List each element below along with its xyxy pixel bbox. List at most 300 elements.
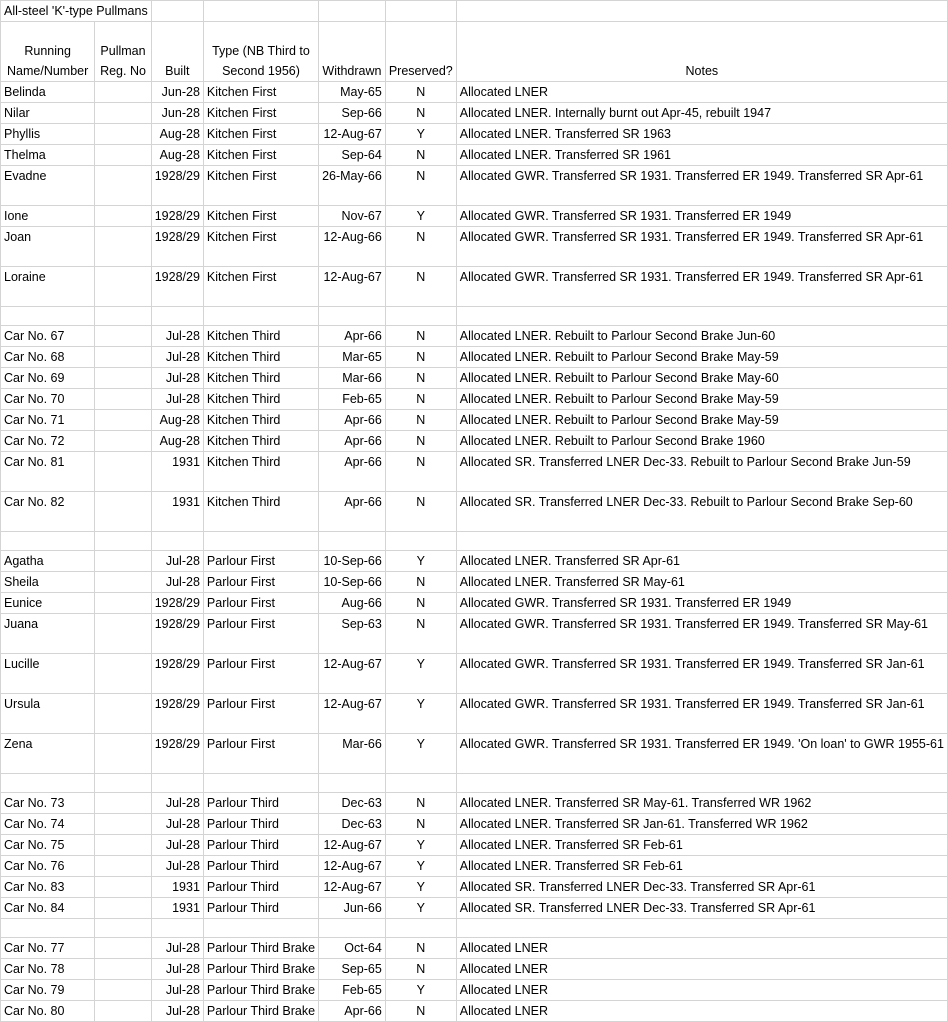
table-row [1,103,948,124]
cell-preserved[interactable] [385,774,456,793]
cell-withdrawn[interactable]: Apr-66 [319,326,386,347]
cell-running-name[interactable]: Car No. 74 [1,814,95,835]
cell-withdrawn[interactable] [319,774,386,793]
cell-reg-no[interactable] [95,452,151,492]
table-row [1,82,948,103]
cell-preserved[interactable]: N [385,614,456,654]
cell-built[interactable]: 1931 [151,898,203,919]
cell-preserved[interactable]: N [385,938,456,959]
cell[interactable] [203,1,318,22]
cell-running-name[interactable]: Belinda [1,82,95,103]
cell-preserved[interactable]: N [385,166,456,206]
cell-built[interactable]: 1928/29 [151,267,203,307]
cell-preserved[interactable]: N [385,103,456,124]
cell-running-name[interactable] [1,532,95,551]
cell-built[interactable] [151,307,203,326]
cell-type[interactable]: Kitchen Third [203,389,318,410]
cell-reg-no[interactable] [95,919,151,938]
cell-running-name[interactable]: Car No. 68 [1,347,95,368]
cell-notes[interactable] [456,919,947,938]
cell-withdrawn[interactable]: Sep-65 [319,959,386,980]
cell-notes[interactable]: Allocated LNER. Transferred SR 1961 [456,145,947,166]
cell-running-name[interactable]: Car No. 84 [1,898,95,919]
cell-built[interactable]: Jul-28 [151,1001,203,1022]
cell-preserved[interactable]: N [385,793,456,814]
header-preserved[interactable]: Preserved? [385,22,456,82]
table-row [1,227,948,267]
cell-preserved[interactable]: Y [385,856,456,877]
cell-withdrawn[interactable]: Dec-63 [319,814,386,835]
cell-preserved[interactable]: N [385,572,456,593]
cell-built[interactable] [151,774,203,793]
cell-notes[interactable]: Allocated LNER [456,980,947,1001]
table-row [1,551,948,572]
cell-notes[interactable]: Allocated LNER. Rebuilt to Parlour Second Brake 1960 [456,431,947,452]
cell-running-name[interactable]: Car No. 73 [1,793,95,814]
cell-preserved[interactable]: N [385,82,456,103]
header-notes[interactable]: Notes [456,22,947,82]
table-row [1,793,948,814]
cell-withdrawn[interactable]: 10-Sep-66 [319,572,386,593]
header-running-name[interactable]: Running Name/Number [1,22,95,82]
cell-built[interactable]: Jul-28 [151,368,203,389]
cell-preserved[interactable]: N [385,814,456,835]
header-built[interactable]: Built [151,22,203,82]
cell-built[interactable]: 1928/29 [151,694,203,734]
title-row [1,1,948,22]
cell-notes[interactable]: Allocated LNER. Transferred SR Apr-61 [456,551,947,572]
cell-preserved[interactable] [385,919,456,938]
cell-reg-no[interactable] [95,124,151,145]
cell-withdrawn[interactable]: Sep-63 [319,614,386,654]
cell-withdrawn[interactable]: Oct-64 [319,938,386,959]
cell-built[interactable]: 1931 [151,452,203,492]
cell-notes[interactable]: Allocated SR. Transferred LNER Dec-33. Rebuilt to Parlour Second Brake Jun-59 [456,452,947,492]
cell-withdrawn[interactable]: Apr-66 [319,492,386,532]
cell-running-name[interactable]: Evadne [1,166,95,206]
cell-preserved[interactable]: Y [385,980,456,1001]
cell-withdrawn[interactable]: Apr-66 [319,1001,386,1022]
cell-type[interactable]: Parlour Third Brake [203,938,318,959]
table-row [1,368,948,389]
header-withdrawn[interactable]: Withdrawn [319,22,386,82]
cell-running-name[interactable]: Car No. 81 [1,452,95,492]
cell-notes[interactable] [456,307,947,326]
table-row [1,267,948,307]
cell-built[interactable]: 1928/29 [151,206,203,227]
cell-built[interactable]: Jul-28 [151,572,203,593]
cell-running-name[interactable]: Lucille [1,654,95,694]
cell-preserved[interactable]: N [385,492,456,532]
cell[interactable] [456,1,947,22]
cell-reg-no[interactable] [95,492,151,532]
cell-running-name[interactable]: Zena [1,734,95,774]
cell-preserved[interactable]: N [385,326,456,347]
cell-type[interactable]: Kitchen First [203,145,318,166]
cell-type[interactable]: Parlour Third [203,898,318,919]
cell-withdrawn[interactable]: Mar-65 [319,347,386,368]
cell-reg-no[interactable] [95,814,151,835]
cell-type[interactable]: Parlour Third [203,793,318,814]
cell-preserved[interactable]: Y [385,551,456,572]
cell-preserved[interactable]: N [385,452,456,492]
cell-preserved[interactable]: N [385,227,456,267]
table-row [1,347,948,368]
cell-withdrawn[interactable]: Feb-65 [319,389,386,410]
cell-notes[interactable]: Allocated LNER. Transferred SR Feb-61 [456,835,947,856]
table-row [1,734,948,774]
cell-type[interactable]: Parlour Third Brake [203,1001,318,1022]
cell-type[interactable]: Parlour Third [203,814,318,835]
cell-withdrawn[interactable] [319,919,386,938]
cell-withdrawn[interactable]: Jun-66 [319,898,386,919]
cell-preserved[interactable]: N [385,368,456,389]
cell-preserved[interactable]: Y [385,206,456,227]
cell-running-name[interactable]: Sheila [1,572,95,593]
cell-type[interactable]: Kitchen First [203,166,318,206]
cell-preserved[interactable]: N [385,267,456,307]
cell-type[interactable]: Parlour Third Brake [203,980,318,1001]
cell-withdrawn[interactable] [319,532,386,551]
cell-preserved[interactable]: N [385,389,456,410]
cell-type[interactable]: Parlour First [203,551,318,572]
cell-built[interactable]: 1931 [151,492,203,532]
cell-withdrawn[interactable]: 10-Sep-66 [319,551,386,572]
cell-withdrawn[interactable]: Apr-66 [319,452,386,492]
cell-built[interactable]: 1928/29 [151,734,203,774]
cell-running-name[interactable]: Agatha [1,551,95,572]
cell-running-name[interactable] [1,919,95,938]
cell-reg-no[interactable] [95,431,151,452]
cell-built[interactable]: Aug-28 [151,410,203,431]
cell-withdrawn[interactable]: Sep-66 [319,103,386,124]
cell-reg-no[interactable] [95,166,151,206]
cell-reg-no[interactable] [95,410,151,431]
table-row [1,1001,948,1022]
cell-running-name[interactable]: Car No. 69 [1,368,95,389]
cell-built[interactable]: Jul-28 [151,326,203,347]
cell-withdrawn[interactable]: 12-Aug-67 [319,877,386,898]
cell-built[interactable]: Jun-28 [151,103,203,124]
cell-built[interactable]: Jul-28 [151,793,203,814]
cell-built[interactable]: 1928/29 [151,654,203,694]
cell-reg-no[interactable] [95,347,151,368]
cell-preserved[interactable]: N [385,1001,456,1022]
cell-notes[interactable]: Allocated LNER. Transferred SR May-61 [456,572,947,593]
cell-built[interactable]: Jul-28 [151,856,203,877]
cell-running-name[interactable]: Ursula [1,694,95,734]
cell-reg-no[interactable] [95,1001,151,1022]
cell-notes[interactable]: Allocated LNER. Transferred SR May-61. Transferred WR 1962 [456,793,947,814]
table-row [1,389,948,410]
cell-built[interactable]: Aug-28 [151,145,203,166]
cell-built[interactable]: Jul-28 [151,347,203,368]
cell-notes[interactable]: Allocated SR. Transferred LNER Dec-33. Transferred SR Apr-61 [456,877,947,898]
cell-built[interactable]: 1928/29 [151,593,203,614]
cell-reg-no[interactable] [95,593,151,614]
cell-reg-no[interactable] [95,368,151,389]
cell-withdrawn[interactable]: 12-Aug-67 [319,856,386,877]
cell-reg-no[interactable] [95,734,151,774]
cell-built[interactable]: 1928/29 [151,614,203,654]
header-type[interactable]: Type (NB Third to Second 1956) [203,22,318,82]
cell-running-name[interactable]: Car No. 78 [1,959,95,980]
cell-withdrawn[interactable]: Dec-63 [319,793,386,814]
cell-withdrawn[interactable]: Apr-66 [319,431,386,452]
cell-running-name[interactable]: Car No. 83 [1,877,95,898]
cell-running-name[interactable]: Car No. 76 [1,856,95,877]
cell-type[interactable]: Kitchen Third [203,410,318,431]
cell-built[interactable]: Jul-28 [151,814,203,835]
cell-notes[interactable]: Allocated LNER. Transferred SR Jan-61. Transferred WR 1962 [456,814,947,835]
cell-running-name[interactable]: Car No. 79 [1,980,95,1001]
table-row [1,410,948,431]
cell-built[interactable]: 1928/29 [151,227,203,267]
cell-type[interactable]: Kitchen Third [203,326,318,347]
cell-reg-no[interactable] [95,145,151,166]
cell-preserved[interactable]: Y [385,124,456,145]
cell-running-name[interactable] [1,774,95,793]
cell-reg-no[interactable] [95,267,151,307]
cell-preserved[interactable]: N [385,431,456,452]
cell-reg-no[interactable] [95,898,151,919]
cell-notes[interactable]: Allocated GWR. Transferred SR 1931. Transferred ER 1949. Transferred SR Apr-61 [456,267,947,307]
cell-withdrawn[interactable]: Feb-65 [319,980,386,1001]
cell-withdrawn[interactable]: 12-Aug-67 [319,267,386,307]
cell-reg-no[interactable] [95,856,151,877]
cell-type[interactable] [203,774,318,793]
cell-built[interactable]: 1928/29 [151,166,203,206]
cell-type[interactable]: Parlour Third Brake [203,959,318,980]
cell-reg-no[interactable] [95,938,151,959]
cell[interactable] [151,1,203,22]
cell-withdrawn[interactable]: 12-Aug-66 [319,227,386,267]
cell-type[interactable]: Kitchen Third [203,492,318,532]
cell-running-name[interactable]: Ione [1,206,95,227]
cell-preserved[interactable]: Y [385,835,456,856]
cell-notes[interactable]: Allocated GWR. Transferred SR 1931. Transferred ER 1949. Transferred SR May-61 [456,614,947,654]
cell-type[interactable]: Kitchen First [203,103,318,124]
cell-type[interactable]: Kitchen Third [203,431,318,452]
cell-reg-no[interactable] [95,103,151,124]
cell-built[interactable]: Jul-28 [151,551,203,572]
cell-notes[interactable]: Allocated LNER [456,959,947,980]
table-row [1,431,948,452]
blank-row [1,307,948,326]
cell-notes[interactable]: Allocated LNER. Rebuilt to Parlour Second Brake May-60 [456,368,947,389]
cell-reg-no[interactable] [95,980,151,1001]
cell-type[interactable]: Kitchen First [203,227,318,267]
cell-type[interactable]: Kitchen Third [203,452,318,492]
cell-notes[interactable]: Allocated GWR. Transferred SR 1931. Transferred ER 1949. Transferred SR Jan-61 [456,654,947,694]
cell-running-name[interactable]: Eunice [1,593,95,614]
cell-preserved[interactable]: Y [385,694,456,734]
cell-preserved[interactable] [385,307,456,326]
cell-type[interactable]: Kitchen First [203,206,318,227]
cell-reg-no[interactable] [95,326,151,347]
cell-notes[interactable]: Allocated LNER. Rebuilt to Parlour Second Brake May-59 [456,389,947,410]
cell-notes[interactable]: Allocated LNER [456,1001,947,1022]
cell-type[interactable] [203,532,318,551]
cell-running-name[interactable]: Car No. 77 [1,938,95,959]
cell-type[interactable]: Parlour First [203,614,318,654]
cell-reg-no[interactable] [95,572,151,593]
cell-notes[interactable]: Allocated SR. Transferred LNER Dec-33. Rebuilt to Parlour Second Brake Sep-60 [456,492,947,532]
cell-running-name[interactable]: Car No. 67 [1,326,95,347]
cell[interactable] [319,1,386,22]
cell-running-name[interactable]: Phyllis [1,124,95,145]
cell-reg-no[interactable] [95,389,151,410]
table-row [1,694,948,734]
cell-withdrawn[interactable]: 12-Aug-67 [319,694,386,734]
cell-type[interactable]: Kitchen First [203,267,318,307]
cell-preserved[interactable] [385,532,456,551]
cell-type[interactable]: Kitchen Third [203,347,318,368]
table-row [1,614,948,654]
cell-type[interactable]: Parlour First [203,694,318,734]
cell-withdrawn[interactable]: 12-Aug-67 [319,654,386,694]
cell-running-name[interactable]: Joan [1,227,95,267]
cell-built[interactable]: Aug-28 [151,431,203,452]
cell-running-name[interactable]: Car No. 82 [1,492,95,532]
cell-preserved[interactable]: N [385,410,456,431]
cell-notes[interactable]: Allocated LNER. Rebuilt to Parlour Second Brake Jun-60 [456,326,947,347]
cell-reg-no[interactable] [95,206,151,227]
cell-reg-no[interactable] [95,227,151,267]
cell-built[interactable]: Jun-28 [151,82,203,103]
cell-running-name[interactable] [1,307,95,326]
cell-running-name[interactable]: Car No. 72 [1,431,95,452]
cell-withdrawn[interactable]: 26-May-66 [319,166,386,206]
cell-reg-no[interactable] [95,614,151,654]
cell-reg-no[interactable] [95,835,151,856]
table-row [1,856,948,877]
cell-reg-no[interactable] [95,774,151,793]
cell-withdrawn[interactable]: Nov-67 [319,206,386,227]
cell-type[interactable]: Parlour Third [203,877,318,898]
cell-running-name[interactable]: Juana [1,614,95,654]
cell-notes[interactable]: Allocated LNER. Transferred SR 1963 [456,124,947,145]
cell-type[interactable]: Parlour First [203,654,318,694]
cell-preserved[interactable]: N [385,145,456,166]
cell-preserved[interactable]: Y [385,877,456,898]
cell-notes[interactable]: Allocated GWR. Transferred SR 1931. Transferred ER 1949. 'On loan' to GWR 1955-61 [456,734,947,774]
cell-reg-no[interactable] [95,793,151,814]
cell-reg-no[interactable] [95,959,151,980]
cell-preserved[interactable]: N [385,593,456,614]
cell-notes[interactable]: Allocated SR. Transferred LNER Dec-33. Transferred SR Apr-61 [456,898,947,919]
blank-row [1,919,948,938]
cell-preserved[interactable]: N [385,959,456,980]
cell-built[interactable] [151,532,203,551]
cell-reg-no[interactable] [95,654,151,694]
cell-type[interactable]: Parlour First [203,593,318,614]
cell-preserved[interactable]: Y [385,898,456,919]
cell-running-name[interactable]: Nilar [1,103,95,124]
blank-row [1,532,948,551]
cell-running-name[interactable]: Car No. 80 [1,1001,95,1022]
header-row [1,22,948,82]
cell-preserved[interactable]: N [385,347,456,368]
cell-withdrawn[interactable]: Apr-66 [319,410,386,431]
cell-type[interactable]: Parlour Third [203,835,318,856]
cell-reg-no[interactable] [95,694,151,734]
table-row [1,145,948,166]
header-reg-no[interactable]: Pullman Reg. No [95,22,151,82]
cell-notes[interactable]: Allocated LNER [456,938,947,959]
cell-type[interactable] [203,919,318,938]
cell-withdrawn[interactable]: Mar-66 [319,368,386,389]
cell-notes[interactable]: Allocated LNER. Rebuilt to Parlour Second Brake May-59 [456,410,947,431]
cell-notes[interactable] [456,774,947,793]
cell-type[interactable]: Kitchen First [203,124,318,145]
cell-type[interactable]: Kitchen Third [203,368,318,389]
table-row [1,492,948,532]
cell[interactable] [385,1,456,22]
cell-running-name[interactable]: Car No. 71 [1,410,95,431]
table-row [1,835,948,856]
cell-built[interactable]: Jul-28 [151,980,203,1001]
sheet-title[interactable]: All-steel 'K'-type Pullmans [1,1,152,22]
cell-reg-no[interactable] [95,532,151,551]
table-row [1,814,948,835]
cell-type[interactable]: Parlour Third [203,856,318,877]
cell-built[interactable] [151,919,203,938]
cell-built[interactable]: Aug-28 [151,124,203,145]
cell-notes[interactable]: Allocated LNER. Transferred SR Feb-61 [456,856,947,877]
cell-notes[interactable] [456,532,947,551]
table-row [1,572,948,593]
table-row [1,206,948,227]
cell-notes[interactable]: Allocated GWR. Transferred SR 1931. Transferred ER 1949. Transferred SR Apr-61 [456,166,947,206]
cell-built[interactable]: Jul-28 [151,835,203,856]
cell-withdrawn[interactable]: Mar-66 [319,734,386,774]
cell-withdrawn[interactable]: Sep-64 [319,145,386,166]
table-row [1,124,948,145]
cell-type[interactable]: Kitchen First [203,82,318,103]
cell-built[interactable]: Jul-28 [151,959,203,980]
cell-type[interactable]: Parlour First [203,572,318,593]
cell-reg-no[interactable] [95,307,151,326]
cell-reg-no[interactable] [95,551,151,572]
cell-running-name[interactable]: Thelma [1,145,95,166]
cell-reg-no[interactable] [95,877,151,898]
cell-built[interactable]: 1931 [151,877,203,898]
cell-notes[interactable]: Allocated LNER. Rebuilt to Parlour Second Brake May-59 [456,347,947,368]
cell-withdrawn[interactable] [319,307,386,326]
cell-running-name[interactable]: Car No. 75 [1,835,95,856]
cell-reg-no[interactable] [95,82,151,103]
cell-type[interactable]: Parlour First [203,734,318,774]
cell-preserved[interactable]: Y [385,734,456,774]
cell-withdrawn[interactable]: May-65 [319,82,386,103]
cell-running-name[interactable]: Loraine [1,267,95,307]
cell-withdrawn[interactable]: 12-Aug-67 [319,124,386,145]
cell-preserved[interactable]: Y [385,654,456,694]
cell-withdrawn[interactable]: 12-Aug-67 [319,835,386,856]
cell-built[interactable]: Jul-28 [151,938,203,959]
cell-notes[interactable]: Allocated GWR. Transferred SR 1931. Transferred ER 1949 [456,206,947,227]
cell-notes[interactable]: Allocated LNER. Internally burnt out Apr-45, rebuilt 1947 [456,103,947,124]
cell-built[interactable]: Jul-28 [151,389,203,410]
cell-notes[interactable]: Allocated GWR. Transferred SR 1931. Transferred ER 1949. Transferred SR Apr-61 [456,227,947,267]
cell-notes[interactable]: Allocated GWR. Transferred SR 1931. Transferred ER 1949. Transferred SR Jan-61 [456,694,947,734]
cell-withdrawn[interactable]: Aug-66 [319,593,386,614]
cell-type[interactable] [203,307,318,326]
cell-notes[interactable]: Allocated GWR. Transferred SR 1931. Transferred ER 1949 [456,593,947,614]
cell-notes[interactable]: Allocated LNER [456,82,947,103]
cell-running-name[interactable]: Car No. 70 [1,389,95,410]
